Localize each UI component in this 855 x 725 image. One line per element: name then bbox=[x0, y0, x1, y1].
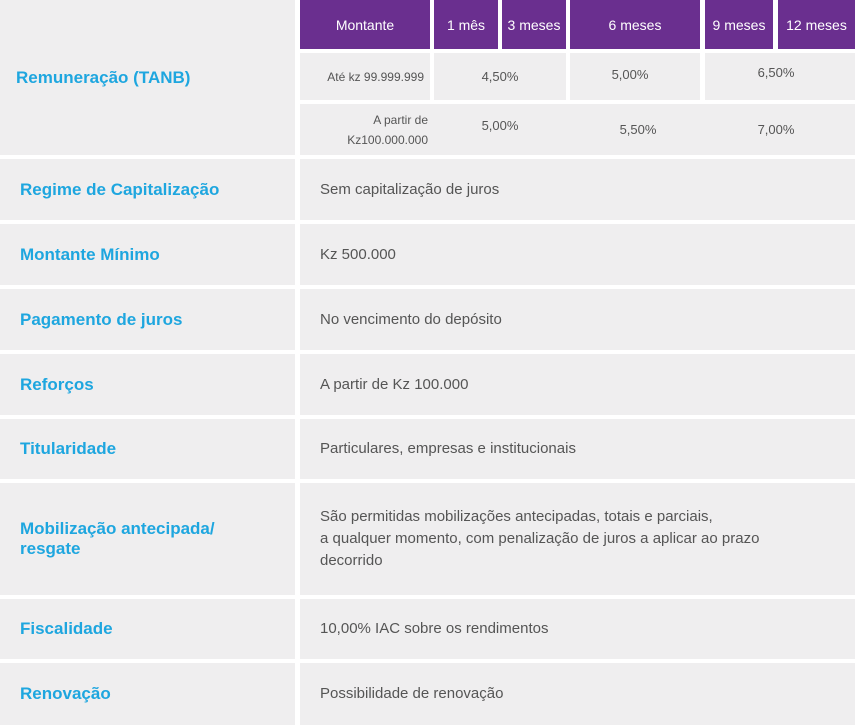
tier-2-amount-line-2: Kz100.000.000 bbox=[347, 132, 428, 147]
row-mobilizacao-value-line-1: São permitidas mobilizações antecipadas, totais e parciais, bbox=[320, 508, 713, 525]
row-renovacao-value: Possibilidade de renovação bbox=[320, 685, 504, 702]
header-term-12-meses: 12 meses bbox=[778, 0, 855, 49]
row-mobilizacao-value bbox=[300, 483, 855, 595]
header-montante: Montante bbox=[300, 0, 430, 49]
row-titularidade-label: Titularidade bbox=[20, 439, 117, 458]
row-montante-minimo-label: Montante Mínimo bbox=[20, 244, 160, 264]
row-mobilizacao-label-line-2: resgate bbox=[20, 539, 81, 558]
tier-1-rate-long: 6,50% bbox=[757, 65, 795, 80]
row-pagamento-value: No vencimento do depósito bbox=[320, 310, 502, 328]
header-term-1-mes: 1 mês bbox=[434, 0, 498, 49]
tier-2-rate-long: 7,00% bbox=[757, 122, 795, 137]
row-pagamento-label: Pagamento de juros bbox=[20, 309, 183, 329]
row-titularidade-value: Particulares, empresas e institucionais bbox=[320, 440, 576, 457]
remuneracao-label: Remuneração (TANB) bbox=[16, 67, 191, 87]
tier-1-rate-short: 4,50% bbox=[481, 69, 519, 84]
row-mobilizacao-label-line-1: Mobilização antecipada/ bbox=[20, 519, 215, 538]
row-mobilizacao-value-line-3: decorrido bbox=[320, 552, 383, 569]
row-regime-label: Regime de Capitalização bbox=[20, 179, 220, 199]
tier-2-rate-mid: 5,50% bbox=[619, 122, 657, 137]
row-regime-value: Sem capitalização de juros bbox=[320, 180, 500, 198]
tier-2-amount bbox=[300, 104, 434, 155]
row-renovacao-label: Renovação bbox=[20, 684, 111, 703]
row-reforcos-value: A partir de Kz 100.000 bbox=[320, 375, 469, 393]
row-reforcos-label: Reforços bbox=[20, 374, 94, 394]
tier-2-amount-line-1: A partir de bbox=[373, 112, 428, 127]
row-mobilizacao-label bbox=[0, 483, 295, 595]
tier-2-rate-short: 5,00% bbox=[481, 118, 519, 133]
header-term-3-meses: 3 meses bbox=[502, 0, 566, 49]
tier-1-rate-mid: 5,00% bbox=[611, 67, 649, 82]
header-term-9-meses: 9 meses bbox=[705, 0, 773, 49]
tier-1-amount: Até kz 99.999.999 bbox=[327, 69, 424, 84]
header-term-6-meses: 6 meses bbox=[570, 0, 700, 49]
row-montante-minimo-value: Kz 500.000 bbox=[320, 245, 396, 263]
row-fiscalidade-value: 10,00% IAC sobre os rendimentos bbox=[320, 620, 549, 637]
row-fiscalidade-label: Fiscalidade bbox=[20, 619, 113, 638]
row-mobilizacao-value-line-2: a qualquer momento, com penalização de juros a aplicar ao prazo bbox=[320, 530, 760, 547]
